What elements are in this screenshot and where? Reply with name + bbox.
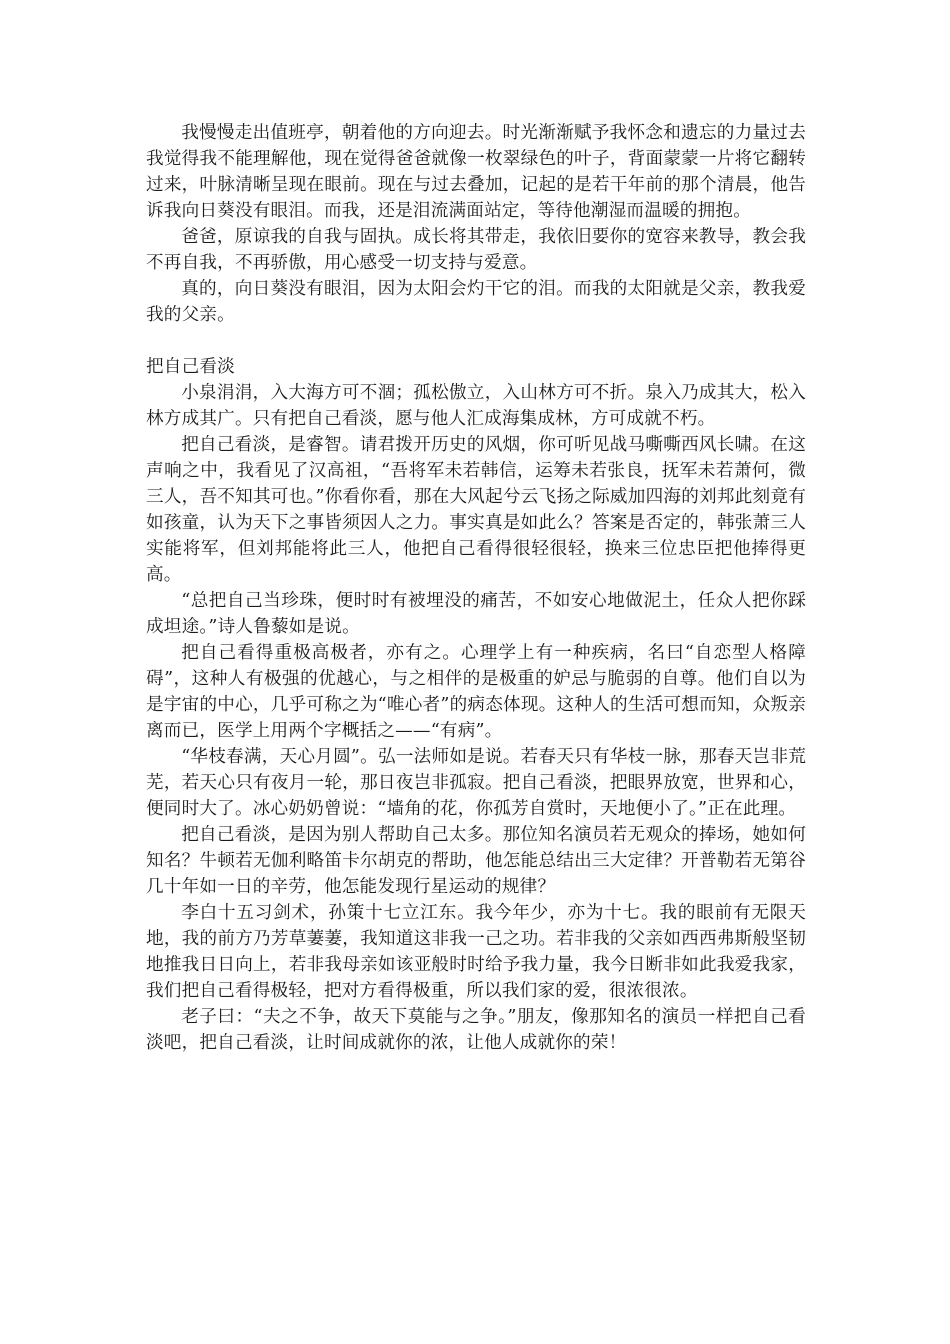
paragraph: 小泉涓涓，入大海方可不涸；孤松傲立，入山林方可不折。泉入乃成其大，松入林方成其广。只有把自己看淡，愿与他人汇成海集成林，方可成就不朽。 — [146, 383, 806, 429]
paragraph: “总把自己当珍珠，便时时有被埋没的痛苦，不如安心地做泥土，任众人把你踩成坦途。”诗人鲁藜如是说。 — [146, 591, 806, 637]
paragraph: 我慢慢走出值班亭，朝着他的方向迎去。时光渐渐赋予我怀念和遗忘的力量过去我觉得我不能理解他，现在觉得爸爸就像一枚翠绿色的叶子，背面蒙蒙一片将它翻转过来，叶脉清晰呈现在眼前。现在与过去叠加，记起的是若干年前的那个清晨，他告诉我向日葵没有眼泪。而我，还是泪流满面站定，等待他潮湿而温暖的拥抱。 — [146, 123, 806, 221]
paragraph: 把自己看得重极高极者，亦有之。心理学上有一种疾病，名曰“自恋型人格障碍”，这种人有极强的优越心，与之相伴的是极重的妒忌与脆弱的自尊。他们自以为是宇宙的中心，几乎可称之为“唯心者”的病态体现。这种人的生活可想而知，众叛亲离而已，医学上用两个字概括之——“有病”。 — [146, 643, 806, 741]
paragraph: 老子曰：“夫之不争，故天下莫能与之争。”朋友，像那知名的演员一样把自己看淡吧，把自己看淡，让时间成就你的浓，让他人成就你的荣！ — [146, 1007, 806, 1053]
section-title: 把自己看淡 — [146, 357, 235, 377]
paragraph: 李白十五习剑术，孙策十七立江东。我今年少，亦为十七。我的眼前有无限天地，我的前方乃芳草萋萋，我知道这非我一己之功。若非我的父亲如西西弗斯般坚韧地推我日日向上，若非我母亲如该亚般时时给予我力量，我今日断非如此我爱我家，我们把自己看得极轻，把对方看得极重，所以我们家的爱，很浓很浓。 — [146, 903, 806, 1001]
paragraph: “华枝春满，天心月圆”。弘一法师如是说。若春天只有华枝一脉，那春天岂非荒芜，若天心只有夜月一轮，那日夜岂非孤寂。把自己看淡，把眼界放宽，世界和心，便同时大了。冰心奶奶曾说：“墙角的花，你孤芳自赏时，天地便小了。”正在此理。 — [146, 747, 806, 819]
paragraph: 真的，向日葵没有眼泪，因为太阳会灼干它的泪。而我的太阳就是父亲，教我爱我的父亲。 — [146, 279, 806, 325]
paragraph: 爸爸，原谅我的自我与固执。成长将其带走，我依旧要你的宽容来教导，教会我不再自我，不再骄傲，用心感受一切支持与爱意。 — [146, 227, 806, 273]
document-page — [146, 120, 806, 1056]
paragraph: 把自己看淡，是睿智。请君拨开历史的风烟，你可听见战马嘶嘶西风长啸。在这声响之中，我看见了汉高祖，“吾将军未若韩信，运筹未若张良，抚军未若萧何，微三人，吾不知其可也。”你看你看，那在大风起兮云飞扬之际威加四海的刘邦此刻竟有如孩童，认为天下之事皆须因人之力。事实真是如此么？答案是否定的，韩张萧三人实能将军，但刘邦能将此三人，他把自己看得很轻很轻，换来三位忠臣把他捧得更高。 — [146, 435, 806, 585]
section-gap — [146, 328, 806, 354]
paragraph: 把自己看淡，是因为别人帮助自己太多。那位知名演员若无观众的捧场，她如何知名？牛顿若无伽利略笛卡尔胡克的帮助，他怎能总结出三大定律？开普勒若无第谷几十年如一日的辛劳，他怎能发现行星运动的规律？ — [146, 825, 806, 897]
